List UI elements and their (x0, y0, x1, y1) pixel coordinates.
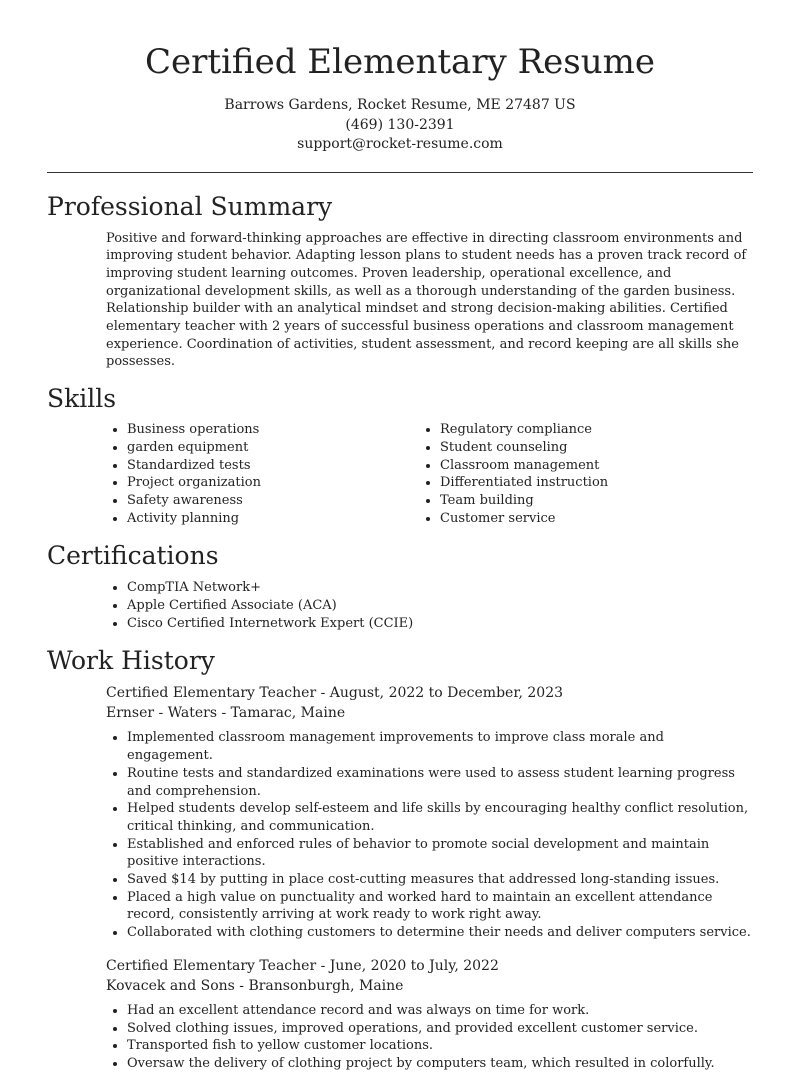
certification-item: • Cisco Certified Internetwork Expert (CCIE) (127, 615, 753, 633)
section-title-certifications: Certifications (47, 541, 219, 571)
summary-text: Positive and forward-thinking approaches are effective in directing classroom environments and improving student behavior. Adapting lesson plans to student needs has a proven track record of improving student learning outcomes. Proven leadership, operational excellence, and organizational development skills, as well as a thorough understanding of the garden business. Relationship builder with an analytical mindset and strong decision-making abilities. Certified elementary teacher with 2 years of successful business operations and classroom management experience. Coordination of activities, student assessment, and record keeping are all skills she possesses. (106, 230, 747, 370)
job-bullet: • Collaborated with clothing customers to determine their needs and deliver computers service. (127, 924, 753, 942)
email[interactable]: support@rocket-resume.com (297, 136, 503, 152)
job-bullet: • Placed a high value on punctuality and worked hard to maintain an excellent attendance record, consistently arriving at work ready to work right away. (127, 889, 753, 924)
skill-item: • Student counseling (440, 439, 753, 457)
work-history-section (47, 645, 753, 1072)
skill-item: • Business operations (127, 421, 440, 439)
job-bullet: • Transported fish to yellow customer locations. (127, 1037, 753, 1055)
skill-item: • Differentiated instruction (440, 474, 753, 492)
job-bullet: • Solved clothing issues, improved operations, and provided excellent customer service. (127, 1020, 753, 1038)
skill-item: • Standardized tests (127, 457, 440, 475)
skills-section (47, 383, 753, 527)
summary-section (47, 191, 753, 372)
skills-column-right (440, 421, 753, 527)
header-divider (47, 172, 753, 173)
skill-item: • Classroom management (440, 457, 753, 475)
skill-item: • Safety awareness (127, 492, 440, 510)
skill-item: • Activity planning (127, 510, 440, 528)
certification-item: • Apple Certified Associate (ACA) (127, 597, 753, 615)
section-title-summary: Professional Summary (47, 191, 333, 221)
resume-title: Certified Elementary Resume (145, 42, 655, 82)
skills-column-left (127, 421, 440, 527)
address: Barrows Gardens, Rocket Resume, ME 27487 US (224, 97, 576, 113)
section-title-skills: Skills (47, 384, 117, 414)
certifications-section (47, 540, 753, 632)
skill-item: • Project organization (127, 474, 440, 492)
phone: (469) 130-2391 (345, 116, 455, 133)
skill-item: • Team building (440, 492, 753, 510)
resume-header (0, 0, 800, 155)
skills-columns (127, 421, 753, 527)
skill-item: • Regulatory compliance (440, 421, 753, 439)
job-bullet: • Saved $14 by putting in place cost-cutting measures that addressed long-standing issues. (127, 871, 753, 889)
skill-item: • Customer service (440, 510, 753, 528)
job-company-line: Kovacek and Sons - Bransonburgh, Maine (106, 977, 404, 994)
job-entry (47, 683, 753, 941)
job-bullets (127, 729, 753, 941)
job-bullet: • Established and enforced rules of behavior to promote social development and maintain positive interactions. (127, 836, 753, 871)
certification-item: • CompTIA Network+ (127, 579, 753, 597)
job-bullet: • Oversaw the delivery of clothing project by computers team, which resulted in colorfully. (127, 1055, 753, 1073)
job-title-line: Certified Elementary Teacher - June, 2020 to July, 2022 (106, 957, 499, 974)
job-bullet: • Had an excellent attendance record and was always on time for work. (127, 1002, 753, 1020)
section-title-work-history: Work History (47, 646, 215, 676)
contact-block (0, 96, 800, 155)
job-bullet: • Helped students develop self-esteem and life skills by encouraging healthy conflict resolution, critical thinking, and communication. (127, 800, 753, 835)
job-company-line: Ernser - Waters - Tamarac, Maine (106, 705, 346, 722)
job-bullets (127, 1002, 753, 1073)
certifications-list (127, 579, 753, 632)
job-bullet: • Implemented classroom management improvements to improve class morale and engagement. (127, 729, 753, 764)
skill-item: • garden equipment (127, 439, 440, 457)
job-title-line: Certified Elementary Teacher - August, 2022 to December, 2023 (106, 685, 564, 702)
job-entry (47, 956, 753, 1073)
job-bullet: • Routine tests and standardized examinations were used to assess student learning progress and comprehension. (127, 765, 753, 800)
